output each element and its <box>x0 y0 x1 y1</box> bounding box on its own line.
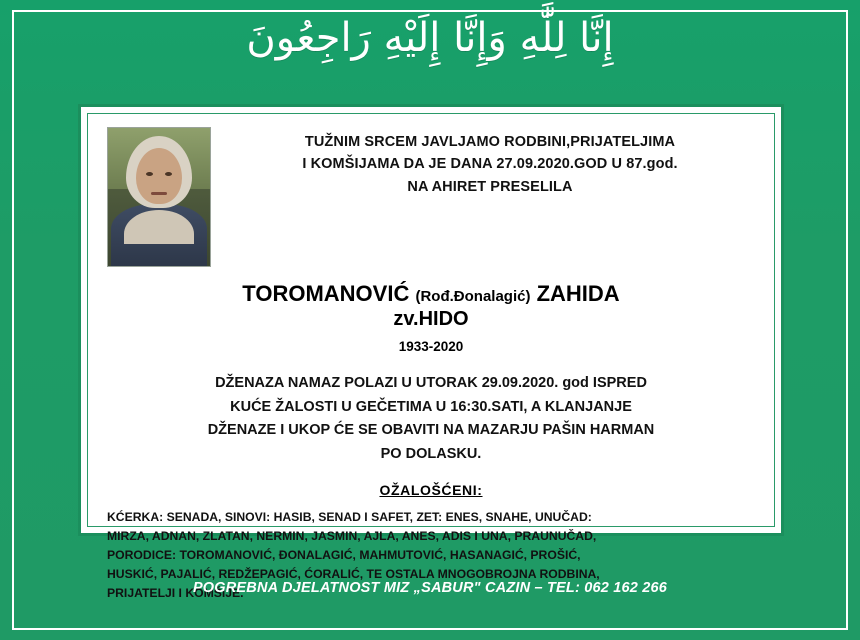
deceased-nickname: zv.HIDO <box>393 308 469 331</box>
mourners-line-4: HUSKIĆ, PAJALIĆ, REDŽEPAGIĆ, ĆORALIĆ, TE OSTALA MNOGOBROJNA RODBINA, <box>107 566 600 581</box>
deceased-surname: TOROMANOVIĆ <box>242 281 410 306</box>
photo-figure-face <box>136 148 182 204</box>
deceased-given-name: ZAHIDA <box>536 281 620 306</box>
photo-figure-mouth <box>151 192 167 195</box>
photo-figure-eye-left <box>146 172 153 176</box>
deceased-name <box>107 281 755 306</box>
funeral-line-3: DŽENAZE I UKOP ĆE SE OBAVITI NA MAZARJU PAŠIN HARMAN <box>207 422 655 439</box>
funeral-line-4: PO DOLASKU. <box>380 445 482 462</box>
photo-figure-eye-right <box>165 172 172 176</box>
header-row <box>107 127 755 267</box>
mourners-heading: OŽALOŠĆENI: <box>379 482 483 499</box>
mourners-line-2: MIRZA, ADNAN, ZLATAN, NERMIN, JASMIN, AJLA, ANES, ADIS I UNA, PRAUNUČAD, <box>107 529 597 544</box>
announcement-line-3: NA AHIRET PRESELILA <box>407 178 573 195</box>
funeral-details <box>107 372 755 466</box>
funeral-line-2: KUĆE ŽALOSTI U GEČETIMA U 16:30.SATI, A KLANJANJE <box>230 398 632 415</box>
deceased-maiden-name: (Rođ.Đonalagić) <box>415 288 531 305</box>
mourners-line-3: PORODICE: TOROMANOVIĆ, ĐONALAGIĆ, MAHMUTOVIĆ, HASANAGIĆ, PROŠIĆ, <box>107 548 581 563</box>
deceased-portrait-photo <box>107 127 211 267</box>
announcement-line-1: TUŽNIM SRCEM JAVLJAMO RODBINI,PRIJATELJIMA <box>304 134 676 150</box>
deceased-years: 1933-2020 <box>398 339 464 355</box>
funeral-service-footer: POGREBNA DJELATNOST MIZ „SABUR" CAZIN – TEL: 062 162 266 <box>192 580 668 596</box>
mourners-line-1: KĆERKA: SENADA, SINOVI: HASIB, SENAD I SAFET, ZET: ENES, SNAHE, UNUČAD: <box>107 510 592 525</box>
announcement-line-2: I KOMŠIJAMA DA JE DANA 27.09.2020.GOD U 87.god. <box>302 156 678 173</box>
bismillah-calligraphy: إِنَّا لِلَّٰهِ وَإِنَّا إِلَيْهِ رَاجِعُونَ <box>246 15 614 61</box>
announcement-block <box>225 127 755 198</box>
mourners-line-5: PRIJATELJI I KOMŠIJE. <box>107 585 244 600</box>
funeral-line-1: DŽENAZA NAMAZ POLAZI U UTORAK 29.09.2020. god ISPRED <box>215 375 647 392</box>
